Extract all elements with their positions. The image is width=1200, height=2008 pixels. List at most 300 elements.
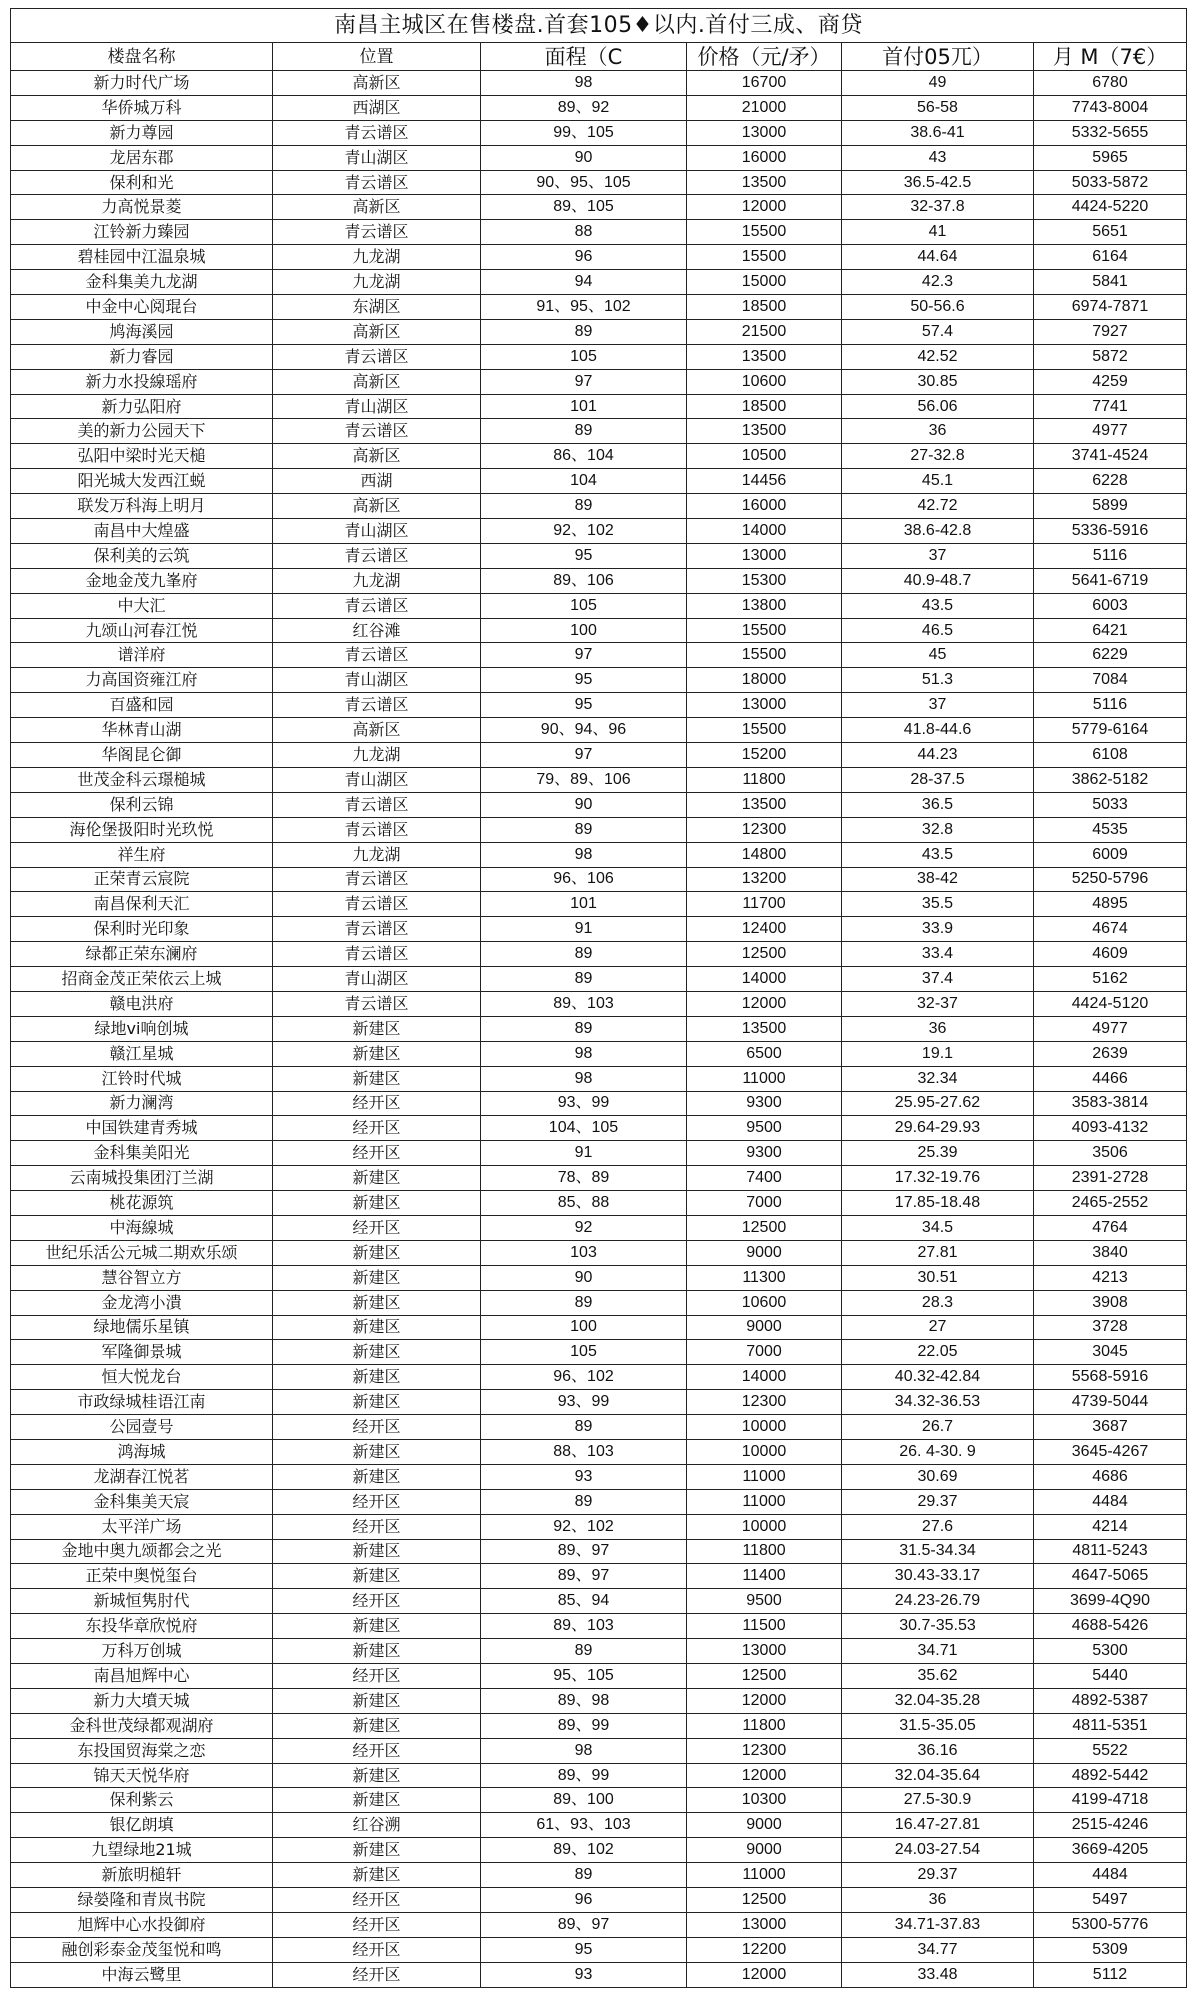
table-row	[11, 1489, 1187, 1514]
cell-monthly-payment: 4892-5442	[1034, 1763, 1187, 1788]
cell-price: 15300	[687, 568, 842, 593]
cell-name: 金地中奥九颂都会之光	[11, 1539, 273, 1564]
cell-location: 红谷溯	[273, 1813, 481, 1838]
cell-price: 18000	[687, 668, 842, 693]
cell-price: 12000	[687, 1962, 842, 1987]
cell-price: 10300	[687, 1788, 842, 1813]
table-row	[11, 1116, 1187, 1141]
cell-location: 新建区	[273, 1016, 481, 1041]
cell-area: 89、99	[481, 1713, 687, 1738]
cell-monthly-payment: 3583-3814	[1034, 1091, 1187, 1116]
cell-area: 96、106	[481, 867, 687, 892]
cell-location: 新建区	[273, 1041, 481, 1066]
cell-location: 西湖	[273, 469, 481, 494]
cell-monthly-payment: 5116	[1034, 543, 1187, 568]
cell-area: 93、99	[481, 1091, 687, 1116]
cell-price: 18500	[687, 295, 842, 320]
cell-area: 90	[481, 792, 687, 817]
cell-area: 89、97	[481, 1564, 687, 1589]
cell-name: 市政绿城桂语江南	[11, 1390, 273, 1415]
cell-down-payment: 36.16	[842, 1738, 1034, 1763]
cell-down-payment: 46.5	[842, 618, 1034, 643]
cell-price: 11000	[687, 1066, 842, 1091]
cell-price: 11000	[687, 1863, 842, 1888]
cell-name: 新旅明槌轩	[11, 1863, 273, 1888]
table-row	[11, 967, 1187, 992]
cell-name: 南昌中大煌盛	[11, 519, 273, 544]
cell-monthly-payment: 5250-5796	[1034, 867, 1187, 892]
cell-area: 89、99	[481, 1763, 687, 1788]
cell-name: 桃花源筑	[11, 1191, 273, 1216]
cell-name: 东投华章欣悦府	[11, 1614, 273, 1639]
table-row	[11, 1688, 1187, 1713]
cell-monthly-payment: 5332-5655	[1034, 120, 1187, 145]
cell-down-payment: 38.6-41	[842, 120, 1034, 145]
cell-monthly-payment: 4739-5044	[1034, 1390, 1187, 1415]
cell-location: 新建区	[273, 1191, 481, 1216]
table-row	[11, 1763, 1187, 1788]
table-row	[11, 1315, 1187, 1340]
cell-down-payment: 30.43-33.17	[842, 1564, 1034, 1589]
cell-price: 9000	[687, 1240, 842, 1265]
table-row	[11, 892, 1187, 917]
cell-location: 新建区	[273, 1365, 481, 1390]
table-row	[11, 1912, 1187, 1937]
cell-name: 保利紫云	[11, 1788, 273, 1813]
cell-price: 13200	[687, 867, 842, 892]
cell-location: 青云谱区	[273, 817, 481, 842]
table-row	[11, 95, 1187, 120]
cell-location: 九龙湖	[273, 568, 481, 593]
cell-price: 9300	[687, 1141, 842, 1166]
cell-monthly-payment: 4811-5243	[1034, 1539, 1187, 1564]
cell-monthly-payment: 3699-4Q90	[1034, 1589, 1187, 1614]
cell-down-payment: 49	[842, 71, 1034, 96]
cell-monthly-payment: 4764	[1034, 1215, 1187, 1240]
cell-location: 经开区	[273, 1912, 481, 1937]
cell-monthly-payment: 6780	[1034, 71, 1187, 96]
cell-down-payment: 34.32-36.53	[842, 1390, 1034, 1415]
cell-location: 青山湖区	[273, 394, 481, 419]
cell-down-payment: 30.85	[842, 369, 1034, 394]
cell-price: 7000	[687, 1340, 842, 1365]
cell-name: 东投国贸海棠之恋	[11, 1738, 273, 1763]
cell-price: 7000	[687, 1191, 842, 1216]
cell-location: 新建区	[273, 1240, 481, 1265]
cell-monthly-payment: 3741-4524	[1034, 444, 1187, 469]
cell-monthly-payment: 5116	[1034, 693, 1187, 718]
cell-area: 90、95、105	[481, 170, 687, 195]
cell-monthly-payment: 5651	[1034, 220, 1187, 245]
cell-area: 98	[481, 842, 687, 867]
table-row	[11, 220, 1187, 245]
cell-monthly-payment: 2465-2552	[1034, 1191, 1187, 1216]
table-row	[11, 618, 1187, 643]
cell-location: 经开区	[273, 1489, 481, 1514]
table-row	[11, 71, 1187, 96]
cell-name: 绿地vi响创城	[11, 1016, 273, 1041]
table-row	[11, 743, 1187, 768]
cell-down-payment: 35.5	[842, 892, 1034, 917]
cell-name: 中国铁建青秀城	[11, 1116, 273, 1141]
cell-area: 95	[481, 668, 687, 693]
cell-name: 力高国资雍江府	[11, 668, 273, 693]
cell-price: 11700	[687, 892, 842, 917]
cell-price: 15500	[687, 643, 842, 668]
table-row	[11, 1340, 1187, 1365]
cell-location: 新建区	[273, 1688, 481, 1713]
table-row	[11, 817, 1187, 842]
cell-area: 90	[481, 1265, 687, 1290]
cell-name: 龙居东郡	[11, 145, 273, 170]
cell-monthly-payment: 3687	[1034, 1415, 1187, 1440]
cell-price: 15500	[687, 718, 842, 743]
cell-monthly-payment: 6003	[1034, 593, 1187, 618]
cell-down-payment: 33.4	[842, 942, 1034, 967]
cell-area: 101	[481, 394, 687, 419]
cell-down-payment: 29.64-29.93	[842, 1116, 1034, 1141]
cell-down-payment: 37	[842, 693, 1034, 718]
cell-location: 高新区	[273, 369, 481, 394]
cell-location: 经开区	[273, 1738, 481, 1763]
table-row	[11, 1091, 1187, 1116]
cell-area: 97	[481, 643, 687, 668]
cell-location: 青山湖区	[273, 519, 481, 544]
cell-down-payment: 36.5	[842, 792, 1034, 817]
cell-area: 97	[481, 369, 687, 394]
cell-price: 12300	[687, 1390, 842, 1415]
cell-monthly-payment: 4424-5120	[1034, 991, 1187, 1016]
table-row	[11, 369, 1187, 394]
cell-monthly-payment: 6108	[1034, 743, 1187, 768]
cell-name: 美的新力公园天下	[11, 419, 273, 444]
cell-area: 91	[481, 1141, 687, 1166]
cell-name: 九望绿地21城	[11, 1838, 273, 1863]
cell-down-payment: 36	[842, 1016, 1034, 1041]
cell-area: 89	[481, 419, 687, 444]
cell-price: 9000	[687, 1838, 842, 1863]
cell-monthly-payment: 5568-5916	[1034, 1365, 1187, 1390]
cell-monthly-payment: 5497	[1034, 1888, 1187, 1913]
cell-area: 89、103	[481, 991, 687, 1016]
cell-location: 青云谱区	[273, 543, 481, 568]
cell-price: 9000	[687, 1813, 842, 1838]
table-row	[11, 245, 1187, 270]
cell-area: 89	[481, 817, 687, 842]
cell-down-payment: 32.8	[842, 817, 1034, 842]
cell-area: 85、88	[481, 1191, 687, 1216]
cell-price: 9500	[687, 1589, 842, 1614]
cell-location: 经开区	[273, 1116, 481, 1141]
cell-area: 89、103	[481, 1614, 687, 1639]
table-row	[11, 1614, 1187, 1639]
cell-location: 青云谱区	[273, 917, 481, 942]
cell-monthly-payment: 6421	[1034, 618, 1187, 643]
cell-monthly-payment: 7741	[1034, 394, 1187, 419]
table-row	[11, 1888, 1187, 1913]
cell-name: 正荣中奥悦玺台	[11, 1564, 273, 1589]
cell-down-payment: 43.5	[842, 593, 1034, 618]
cell-monthly-payment: 5522	[1034, 1738, 1187, 1763]
cell-monthly-payment: 6229	[1034, 643, 1187, 668]
cell-area: 91、95、102	[481, 295, 687, 320]
cell-price: 12500	[687, 1215, 842, 1240]
header-down-payment: 首付05兀）	[842, 43, 1034, 71]
table-row	[11, 1016, 1187, 1041]
cell-monthly-payment: 7927	[1034, 319, 1187, 344]
cell-price: 11000	[687, 1464, 842, 1489]
cell-price: 6500	[687, 1041, 842, 1066]
cell-location: 新建区	[273, 1788, 481, 1813]
cell-down-payment: 29.37	[842, 1863, 1034, 1888]
cell-down-payment: 43	[842, 145, 1034, 170]
cell-price: 14456	[687, 469, 842, 494]
cell-monthly-payment: 3862-5182	[1034, 767, 1187, 792]
cell-area: 93	[481, 1962, 687, 1987]
cell-location: 青云谱区	[273, 991, 481, 1016]
cell-price: 13500	[687, 419, 842, 444]
cell-down-payment: 33.9	[842, 917, 1034, 942]
cell-name: 中金中心阅琨台	[11, 295, 273, 320]
cell-area: 104	[481, 469, 687, 494]
cell-name: 招商金茂正荣依云上城	[11, 967, 273, 992]
cell-monthly-payment: 3908	[1034, 1290, 1187, 1315]
cell-down-payment: 32-37.8	[842, 195, 1034, 220]
cell-price: 16000	[687, 145, 842, 170]
cell-area: 89	[481, 967, 687, 992]
cell-location: 青云谱区	[273, 892, 481, 917]
cell-monthly-payment: 3728	[1034, 1315, 1187, 1340]
table-row	[11, 1788, 1187, 1813]
cell-area: 98	[481, 71, 687, 96]
cell-location: 高新区	[273, 494, 481, 519]
cell-monthly-payment: 5300	[1034, 1639, 1187, 1664]
table-row	[11, 1066, 1187, 1091]
cell-location: 新建区	[273, 1838, 481, 1863]
cell-location: 经开区	[273, 1091, 481, 1116]
table-row	[11, 170, 1187, 195]
cell-name: 华阁昆仑御	[11, 743, 273, 768]
cell-location: 经开区	[273, 1888, 481, 1913]
cell-price: 14000	[687, 1365, 842, 1390]
cell-name: 中海云鹭里	[11, 1962, 273, 1987]
cell-area: 89、97	[481, 1539, 687, 1564]
cell-monthly-payment: 4424-5220	[1034, 195, 1187, 220]
cell-location: 九龙湖	[273, 743, 481, 768]
cell-price: 16700	[687, 71, 842, 96]
cell-area: 98	[481, 1041, 687, 1066]
table-row	[11, 1041, 1187, 1066]
cell-price: 14000	[687, 519, 842, 544]
cell-name: 海伦堡扱阳时光玖悦	[11, 817, 273, 842]
cell-down-payment: 32-37	[842, 991, 1034, 1016]
cell-price: 13000	[687, 1912, 842, 1937]
cell-area: 94	[481, 270, 687, 295]
cell-name: 江铃新力臻园	[11, 220, 273, 245]
cell-name: 力高悦景菱	[11, 195, 273, 220]
cell-price: 21500	[687, 319, 842, 344]
cell-monthly-payment: 4977	[1034, 1016, 1187, 1041]
cell-down-payment: 27.6	[842, 1514, 1034, 1539]
cell-monthly-payment: 4093-4132	[1034, 1116, 1187, 1141]
cell-monthly-payment: 2639	[1034, 1041, 1187, 1066]
cell-price: 9300	[687, 1091, 842, 1116]
cell-price: 12500	[687, 942, 842, 967]
cell-down-payment: 31.5-34.34	[842, 1539, 1034, 1564]
cell-area: 91	[481, 917, 687, 942]
cell-name: 保利云锦	[11, 792, 273, 817]
cell-monthly-payment: 7084	[1034, 668, 1187, 693]
cell-location: 青山湖区	[273, 967, 481, 992]
cell-name: 新力弘阳府	[11, 394, 273, 419]
cell-down-payment: 30.7-35.53	[842, 1614, 1034, 1639]
cell-area: 89	[481, 942, 687, 967]
cell-name: 绿都正荣东澜府	[11, 942, 273, 967]
cell-price: 12500	[687, 1888, 842, 1913]
cell-monthly-payment: 5300-5776	[1034, 1912, 1187, 1937]
table-row	[11, 1265, 1187, 1290]
cell-down-payment: 36.5-42.5	[842, 170, 1034, 195]
cell-monthly-payment: 4811-5351	[1034, 1713, 1187, 1738]
cell-price: 9500	[687, 1116, 842, 1141]
cell-monthly-payment: 6974-7871	[1034, 295, 1187, 320]
cell-price: 13000	[687, 120, 842, 145]
housing-table	[10, 8, 1187, 1988]
cell-area: 98	[481, 1066, 687, 1091]
cell-location: 青云谱区	[273, 693, 481, 718]
table-row	[11, 568, 1187, 593]
table-row	[11, 1166, 1187, 1191]
cell-area: 78、89	[481, 1166, 687, 1191]
table-row	[11, 344, 1187, 369]
cell-area: 79、89、106	[481, 767, 687, 792]
cell-location: 高新区	[273, 71, 481, 96]
cell-down-payment: 31.5-35.05	[842, 1713, 1034, 1738]
cell-location: 西湖区	[273, 95, 481, 120]
cell-down-payment: 24.03-27.54	[842, 1838, 1034, 1863]
cell-monthly-payment: 5641-6719	[1034, 568, 1187, 593]
cell-area: 89、97	[481, 1912, 687, 1937]
cell-down-payment: 24.23-26.79	[842, 1589, 1034, 1614]
cell-area: 98	[481, 1738, 687, 1763]
cell-area: 97	[481, 743, 687, 768]
cell-location: 红谷滩	[273, 618, 481, 643]
cell-down-payment: 42.3	[842, 270, 1034, 295]
table-row	[11, 767, 1187, 792]
cell-location: 高新区	[273, 195, 481, 220]
cell-monthly-payment: 3840	[1034, 1240, 1187, 1265]
cell-area: 89	[481, 1415, 687, 1440]
cell-area: 90	[481, 145, 687, 170]
cell-name: 百盛和园	[11, 693, 273, 718]
table-row	[11, 494, 1187, 519]
table-row	[11, 867, 1187, 892]
cell-down-payment: 35.62	[842, 1664, 1034, 1689]
header-monthly-payment: 月 M（7€）	[1034, 43, 1187, 71]
cell-area: 105	[481, 1340, 687, 1365]
cell-location: 经开区	[273, 1215, 481, 1240]
cell-monthly-payment: 4214	[1034, 1514, 1187, 1539]
cell-price: 15000	[687, 270, 842, 295]
cell-down-payment: 27-32.8	[842, 444, 1034, 469]
table-row	[11, 469, 1187, 494]
header-price: 价格（元/矛）	[687, 43, 842, 71]
cell-price: 13000	[687, 1639, 842, 1664]
table-row	[11, 668, 1187, 693]
cell-down-payment: 33.48	[842, 1962, 1034, 1987]
cell-price: 18500	[687, 394, 842, 419]
table-row	[11, 444, 1187, 469]
cell-down-payment: 43.5	[842, 842, 1034, 867]
cell-monthly-payment: 4213	[1034, 1265, 1187, 1290]
cell-price: 11500	[687, 1614, 842, 1639]
cell-area: 96、102	[481, 1365, 687, 1390]
cell-down-payment: 42.72	[842, 494, 1034, 519]
cell-name: 新力睿园	[11, 344, 273, 369]
cell-name: 新力大墳天城	[11, 1688, 273, 1713]
cell-down-payment: 34.77	[842, 1937, 1034, 1962]
cell-name: 金科集美天宸	[11, 1489, 273, 1514]
cell-location: 青云谱区	[273, 120, 481, 145]
cell-area: 89、105	[481, 195, 687, 220]
cell-price: 12400	[687, 917, 842, 942]
table-row	[11, 593, 1187, 618]
cell-area: 89	[481, 1863, 687, 1888]
cell-location: 青云谱区	[273, 220, 481, 245]
cell-location: 九龙湖	[273, 270, 481, 295]
cell-area: 89、100	[481, 1788, 687, 1813]
cell-location: 新建区	[273, 1290, 481, 1315]
header-name: 楼盘名称	[11, 43, 273, 71]
cell-name: 正荣青云宸院	[11, 867, 273, 892]
cell-location: 新建区	[273, 1315, 481, 1340]
cell-monthly-payment: 6164	[1034, 245, 1187, 270]
cell-monthly-payment: 5872	[1034, 344, 1187, 369]
table-row	[11, 917, 1187, 942]
cell-area: 61、93、103	[481, 1813, 687, 1838]
cell-location: 青云谱区	[273, 593, 481, 618]
table-row	[11, 693, 1187, 718]
cell-down-payment: 25.39	[842, 1141, 1034, 1166]
table-row	[11, 1863, 1187, 1888]
cell-area: 89、106	[481, 568, 687, 593]
cell-monthly-payment: 5440	[1034, 1664, 1187, 1689]
cell-name: 金科集美阳光	[11, 1141, 273, 1166]
cell-price: 11300	[687, 1265, 842, 1290]
cell-name: 新力尊园	[11, 120, 273, 145]
cell-area: 89、98	[481, 1688, 687, 1713]
table-row	[11, 1664, 1187, 1689]
cell-name: 南昌旭辉中心	[11, 1664, 273, 1689]
cell-price: 11400	[687, 1564, 842, 1589]
cell-down-payment: 37.4	[842, 967, 1034, 992]
cell-price: 7400	[687, 1166, 842, 1191]
cell-area: 103	[481, 1240, 687, 1265]
cell-monthly-payment: 3506	[1034, 1141, 1187, 1166]
table-row	[11, 270, 1187, 295]
cell-area: 101	[481, 892, 687, 917]
cell-monthly-payment: 6228	[1034, 469, 1187, 494]
cell-down-payment: 36	[842, 419, 1034, 444]
cell-price: 15500	[687, 245, 842, 270]
cell-price: 12200	[687, 1937, 842, 1962]
cell-price: 10600	[687, 369, 842, 394]
cell-area: 89	[481, 1016, 687, 1041]
cell-location: 经开区	[273, 1589, 481, 1614]
cell-name: 金科世茂绿都观湖府	[11, 1713, 273, 1738]
cell-monthly-payment: 5779-6164	[1034, 718, 1187, 743]
cell-name: 融创彩泰金茂玺悦和鸣	[11, 1937, 273, 1962]
